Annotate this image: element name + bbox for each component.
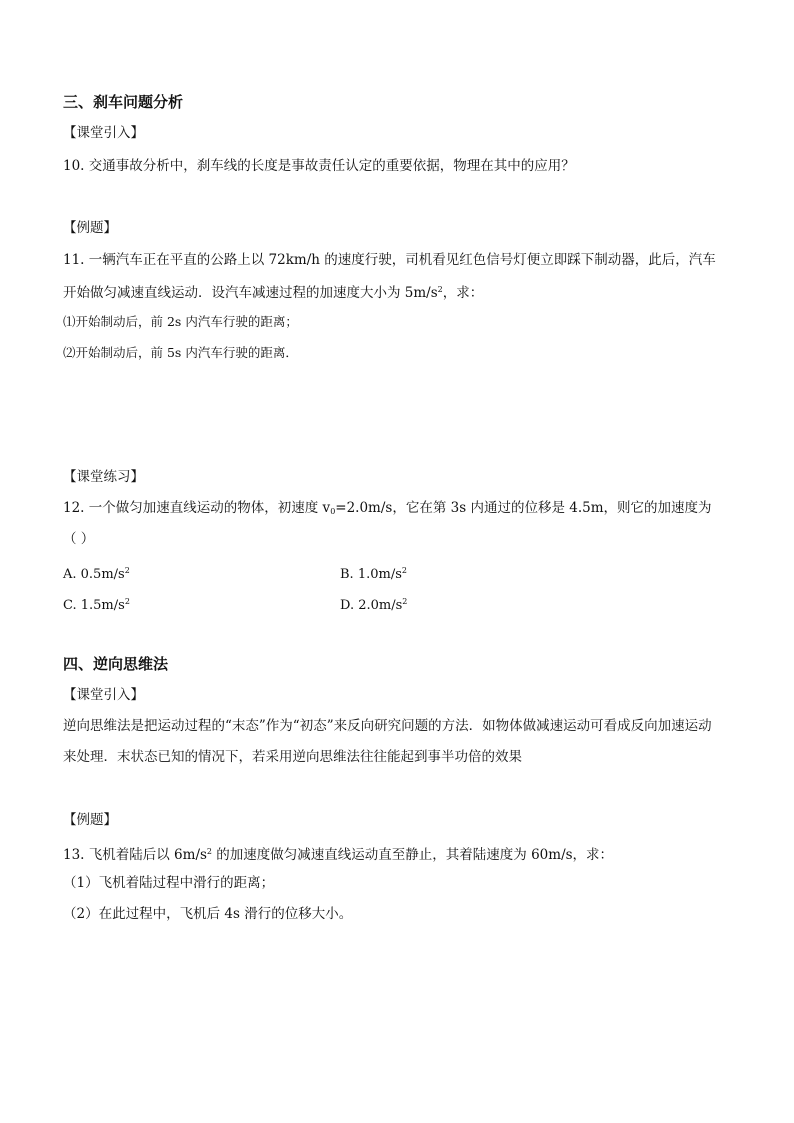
section3-heading: 三、刹车问题分析 [63, 93, 184, 111]
question-11-line1: 11. 一辆汽车正在平直的公路上以 72km/h 的速度行驶，司机看见红色信号灯便立即踩下制动器，此后，汽车 [63, 252, 716, 268]
question-12: 12. 一个做匀加速直线运动的物体，初速度 $v_0=2.0m/s$，它在第 3s 内通过的位移是 4.5m，则它的加速度为 [63, 500, 712, 516]
question-12-answer-paren: （ ） [63, 531, 95, 547]
section4-intro-line1: 逆向思维法是把运动过程的“末态”作为“初态”来反向研究问题的方法．如物体做减速运动可看成反向加速运动 [63, 718, 712, 734]
option-c: C. $1.5m/s^2$ [63, 597, 130, 613]
section3-example-tag: 【例题】 [63, 220, 117, 236]
option-b: B. $1.0m/s^2$ [340, 566, 407, 582]
question-13-part1: （1）飞机着陆过程中滑行的距离； [63, 875, 275, 891]
question-11-line2: 开始做匀减速直线运动．设汽车减速过程的加速度大小为 $5m/s^2$，求： [63, 285, 484, 301]
question-13-part2: （2）在此过程中，飞机后 4s 滑行的位移大小。 [63, 906, 353, 922]
section3-intro-tag: 【课堂引入】 [63, 125, 144, 141]
section4-intro-tag: 【课堂引入】 [63, 687, 144, 703]
section4-intro-line2: 来处理．末状态已知的情况下，若采用逆向思维法往往能起到事半功倍的效果 [63, 749, 522, 765]
question-11-part2: ⑵开始制动后，前 5s 内汽车行驶的距离． [63, 345, 298, 360]
section4-example-tag: 【例题】 [63, 812, 117, 828]
option-a: A. $0.5m/s^2$ [63, 566, 130, 582]
question-11-part1: ⑴开始制动后，前 2s 内汽车行驶的距离； [63, 314, 298, 329]
section3-practice-tag: 【课堂练习】 [63, 469, 144, 485]
question-13: 13. 飞机着陆后以 $6m/s^2$ 的加速度做匀减速直线运动直至静止，其着陆速度为 60m/s，求： [63, 847, 614, 863]
question-10: 10. 交通事故分析中，刹车线的长度是事故责任认定的重要依据，物理在其中的应用？ [63, 158, 575, 174]
section4-heading: 四、逆向思维法 [63, 655, 169, 673]
option-d: D. $2.0m/s^2$ [340, 597, 408, 613]
